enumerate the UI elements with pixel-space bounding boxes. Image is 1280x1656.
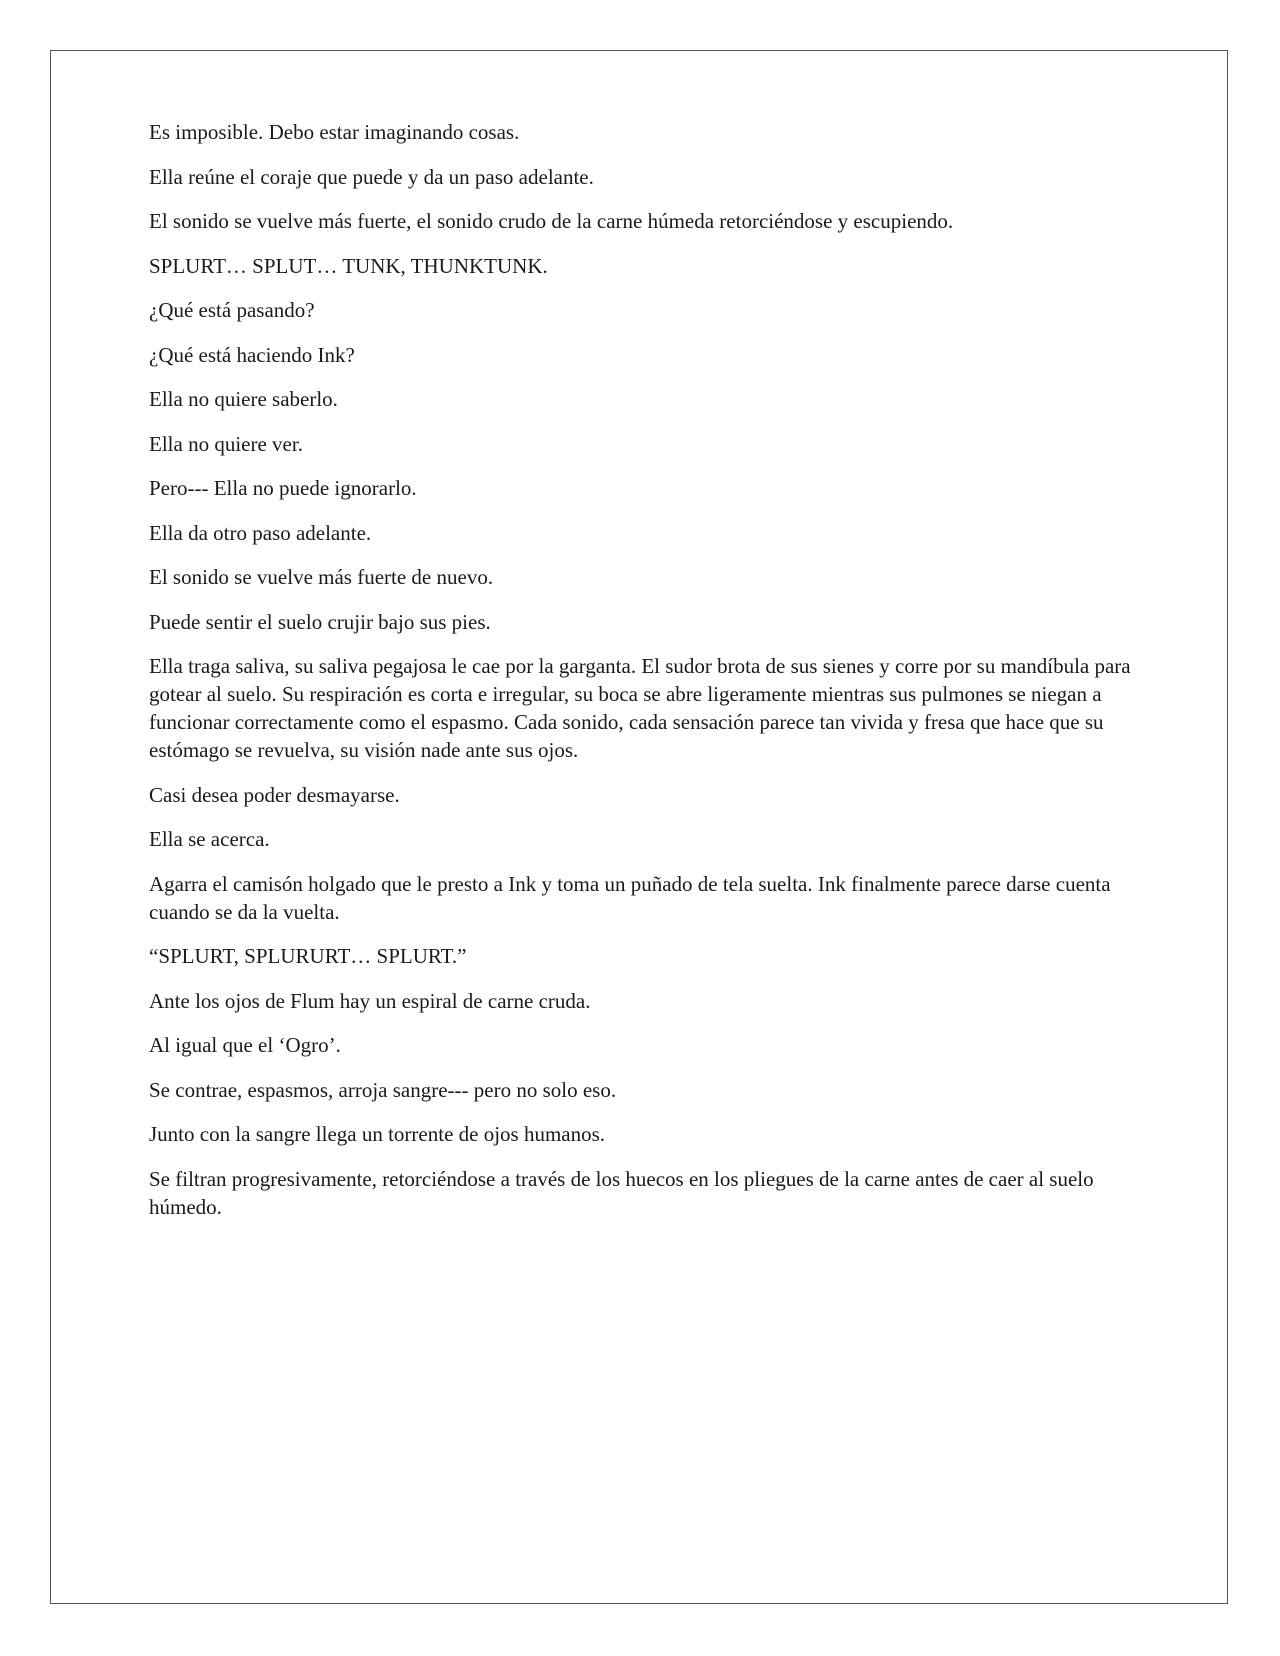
paragraph-12: Puede sentir el suelo crujir bajo sus pies.: [149, 609, 491, 634]
paragraph-20: Se contrae, espasmos, arroja sangre--- pero no solo eso.: [149, 1077, 617, 1102]
paragraph-11: El sonido se vuelve más fuerte de nuevo.: [149, 565, 494, 589]
page-body: [149, 118, 1139, 1237]
paragraph-6: ¿Qué está haciendo Ink?: [149, 342, 355, 367]
paragraph-10: Ella da otro paso adelante.: [149, 520, 372, 545]
paragraph-21: Junto con la sangre llega un torrente de ojos humanos.: [149, 1122, 606, 1146]
paragraph-5: ¿Qué está pasando?: [149, 298, 315, 322]
paragraph-14: Casi desea poder desmayarse.: [149, 782, 400, 807]
paragraph-18: Ante los ojos de Flum hay un espiral de carne cruda.: [149, 988, 591, 1013]
paragraph-16: Agarra el camisón holgado que le presto a Ink y toma un puñado de tela suelta. Ink finalmente parece darse cuenta cuando se da la vuelta.: [149, 871, 1111, 924]
paragraph-4: SPLURT… SPLUT… TUNK, THUNKTUNK.: [149, 253, 548, 278]
paragraph-8: Ella no quiere ver.: [149, 431, 303, 456]
paragraph-15: Ella se acerca.: [149, 827, 270, 851]
paragraph-13: Ella traga saliva, su saliva pegajosa le cae por la garganta. El sudor brota de sus sienes y corre por su mandíbula para gotear al suelo. Su respiración es corta e irregular, su boca se abre ligeramente mientras sus pulmones se niegan a funcionar correctamente como el espasmo. Cada sonido, cada sensación parece tan vivida y fresa que hace que su estómago se revuelva, su visión nade ante sus ojos.: [149, 654, 1131, 762]
paragraph-2: Ella reúne el coraje que puede y da un paso adelante.: [149, 164, 594, 189]
paragraph-22: Se filtran progresivamente, retorciéndose a través de los huecos en los pliegues de la carne antes de caer al suelo húmedo.: [149, 1166, 1094, 1219]
paragraph-1: Es imposible. Debo estar imaginando cosas.: [149, 120, 520, 144]
paragraph-19: Al igual que el ‘Ogro’.: [149, 1033, 341, 1057]
paragraph-7: Ella no quiere saberlo.: [149, 387, 338, 411]
paragraph-9: Pero--- Ella no puede ignorarlo.: [149, 476, 417, 500]
paragraph-3: El sonido se vuelve más fuerte, el sonido crudo de la carne húmeda retorciéndose y escupiendo.: [149, 209, 954, 233]
paragraph-17: “SPLURT, SPLURURT… SPLURT.”: [149, 944, 467, 968]
